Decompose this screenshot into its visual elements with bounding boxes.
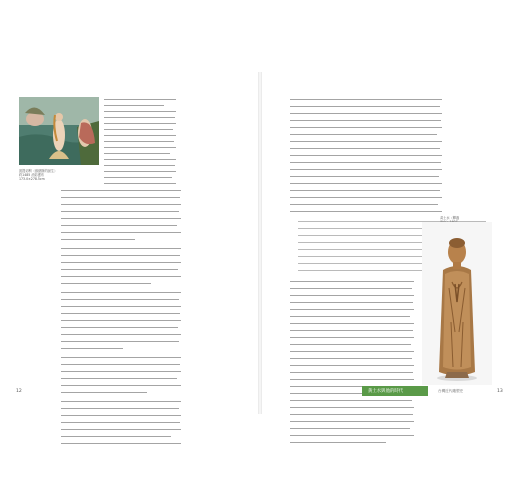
body-text-line <box>290 435 414 436</box>
body-text-line <box>104 135 176 136</box>
body-text-line <box>104 111 176 112</box>
body-text-line <box>61 385 181 386</box>
body-text-line <box>61 429 181 430</box>
footer-book-title-tab <box>362 386 428 396</box>
body-text-line <box>104 141 174 142</box>
body-text-line <box>61 364 180 365</box>
body-text-line <box>61 348 123 349</box>
body-text-line <box>104 99 176 100</box>
body-text-line <box>290 197 442 198</box>
body-text-line <box>61 262 181 263</box>
body-text-line <box>290 407 414 408</box>
body-text-line <box>290 365 414 366</box>
buddha-sculpture-image <box>422 222 492 385</box>
body-text-line <box>61 422 180 423</box>
body-text-line <box>290 120 441 121</box>
body-text-line <box>290 113 442 114</box>
body-text-line <box>61 415 181 416</box>
body-text-line <box>61 320 181 321</box>
body-text-line <box>61 232 181 233</box>
body-text-line <box>290 211 442 212</box>
body-text-line <box>290 295 414 296</box>
body-text-line <box>290 176 439 177</box>
body-text-line <box>290 442 386 443</box>
body-text-line <box>104 129 173 130</box>
book-gutter <box>258 72 262 414</box>
body-text-line <box>290 127 442 128</box>
body-text-line <box>290 183 442 184</box>
venus-painting-figure <box>19 97 99 165</box>
body-text-line <box>290 190 440 191</box>
body-text-line <box>290 330 413 331</box>
body-text-line <box>61 306 181 307</box>
body-text-line <box>61 357 181 358</box>
body-text-line <box>61 392 147 393</box>
footer-book-title: 黃土水與他的時代 <box>368 389 404 394</box>
body-text-line <box>61 276 181 277</box>
venus-painting-image <box>19 97 99 165</box>
body-text-line <box>61 283 151 284</box>
body-text-line <box>290 337 414 338</box>
body-text-line <box>104 147 176 148</box>
body-text-line <box>290 281 414 282</box>
right-page-number: 13 <box>497 389 503 394</box>
footer-chapter-title: 台灣近代雕塑史 <box>438 389 464 393</box>
body-text-line <box>290 428 410 429</box>
body-text-line <box>61 401 181 402</box>
body-text-line <box>61 436 171 437</box>
body-text-line <box>104 171 176 172</box>
body-text-line <box>104 177 172 178</box>
body-text-line <box>61 292 181 293</box>
left-page-number: 12 <box>16 389 22 394</box>
body-text-line <box>290 351 414 352</box>
body-text-line <box>290 344 411 345</box>
body-text-line <box>290 288 412 289</box>
body-text-line <box>290 141 442 142</box>
body-text-line <box>61 341 179 342</box>
body-text-line <box>104 117 175 118</box>
body-text-line <box>104 105 164 106</box>
body-text-line <box>290 323 414 324</box>
body-text-line <box>290 106 440 107</box>
body-text-line <box>104 183 176 184</box>
body-text-line <box>61 378 177 379</box>
body-text-line <box>61 218 181 219</box>
body-text-line <box>290 358 412 359</box>
body-text-line <box>61 190 181 191</box>
left-page <box>6 70 254 415</box>
body-text-line <box>61 239 135 240</box>
painting-caption: 波提切利〈維納斯的誕生〉 約1485 油彩畫布 173.0×278.5cm <box>19 169 58 182</box>
body-text-line <box>61 313 180 314</box>
sculpture-caption: 黃土水〈釋迦 <box>440 216 460 220</box>
body-text-line <box>290 379 414 380</box>
body-text-line <box>61 327 178 328</box>
body-text-line <box>104 165 175 166</box>
body-text-line <box>290 302 413 303</box>
body-text-line <box>61 211 179 212</box>
body-text-line <box>290 162 441 163</box>
body-text-line <box>290 400 412 401</box>
body-text-line <box>290 169 442 170</box>
buddha-sculpture-figure <box>422 222 492 385</box>
body-text-line <box>104 159 176 160</box>
body-text-line <box>290 309 414 310</box>
body-text-line <box>290 134 437 135</box>
body-text-line <box>290 148 440 149</box>
body-text-line <box>104 123 176 124</box>
body-text-line <box>290 99 442 100</box>
body-text-line <box>290 414 413 415</box>
body-text-line <box>61 334 181 335</box>
body-text-line <box>290 316 410 317</box>
body-text-line <box>61 269 178 270</box>
body-text-line <box>290 421 414 422</box>
body-text-line <box>290 204 438 205</box>
body-text-line <box>290 155 442 156</box>
body-text-line <box>61 248 181 249</box>
body-text-line <box>61 197 180 198</box>
body-text-line <box>61 371 181 372</box>
body-text-line <box>61 255 180 256</box>
body-text-line <box>61 443 181 444</box>
body-text-line <box>61 204 181 205</box>
body-text-line <box>61 225 177 226</box>
body-text-line <box>61 299 179 300</box>
body-text-line <box>104 153 170 154</box>
body-text-line <box>290 372 413 373</box>
body-text-line <box>61 408 179 409</box>
